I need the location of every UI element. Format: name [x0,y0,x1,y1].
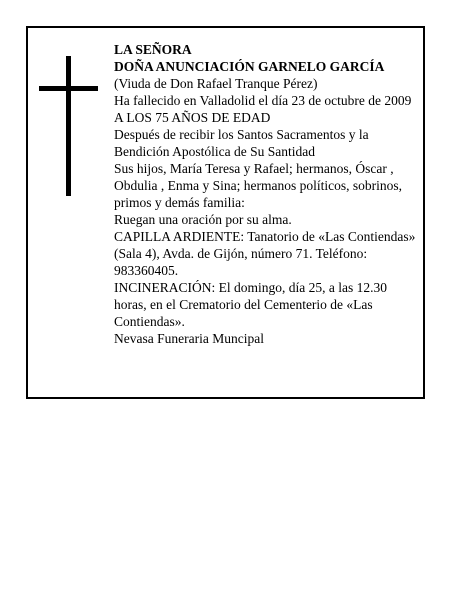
cross-vertical-bar [66,56,71,196]
chapel-line-3: 983360405. [114,263,179,278]
sacraments-line-1: Después de recibir los Santos Sacramentos y la [114,127,369,142]
family-line-2: Obdulia , Enma y Sina; hermanos políticos, sobrinos, [114,178,402,193]
widow-of: (Viuda de Don Rafael Tranque Pérez) [114,76,318,91]
cremation-line-2: horas, en el Crematorio del Cementerio de «Las [114,297,373,312]
deceased-name: DOÑA ANUNCIACIÓN GARNELO GARCÍA [114,59,385,74]
funeral-home: Nevasa Funeraria Muncipal [114,331,264,346]
family-line-3: primos y demás familia: [114,195,245,210]
chapel-line-2: (Sala 4), Avda. de Gijón, número 71. Teléfono: [114,246,368,261]
obituary-text [114,41,424,347]
cross-horizontal-bar [39,86,98,91]
age-line: A LOS 75 AÑOS DE EDAD [114,110,271,125]
sacraments-line-2: Bendición Apostólica de Su Santidad [114,144,315,159]
obituary-notice [26,26,425,399]
cremation-line-3: Contiendas». [114,314,185,329]
notice-title: LA SEÑORA [114,42,192,57]
cremation-line-1: INCINERACIÓN: El domingo, día 25, a las 12.30 [114,280,387,295]
chapel-line-1: CAPILLA ARDIENTE: Tanatorio de «Las Contiendas» [114,229,416,244]
family-line-1: Sus hijos, María Teresa y Rafael; hermanos, Óscar , [114,161,394,176]
prayer-line: Ruegan una oración por su alma. [114,212,292,227]
passed-away-line: Ha fallecido en Valladolid el día 23 de octubre de 2009 [114,93,412,108]
